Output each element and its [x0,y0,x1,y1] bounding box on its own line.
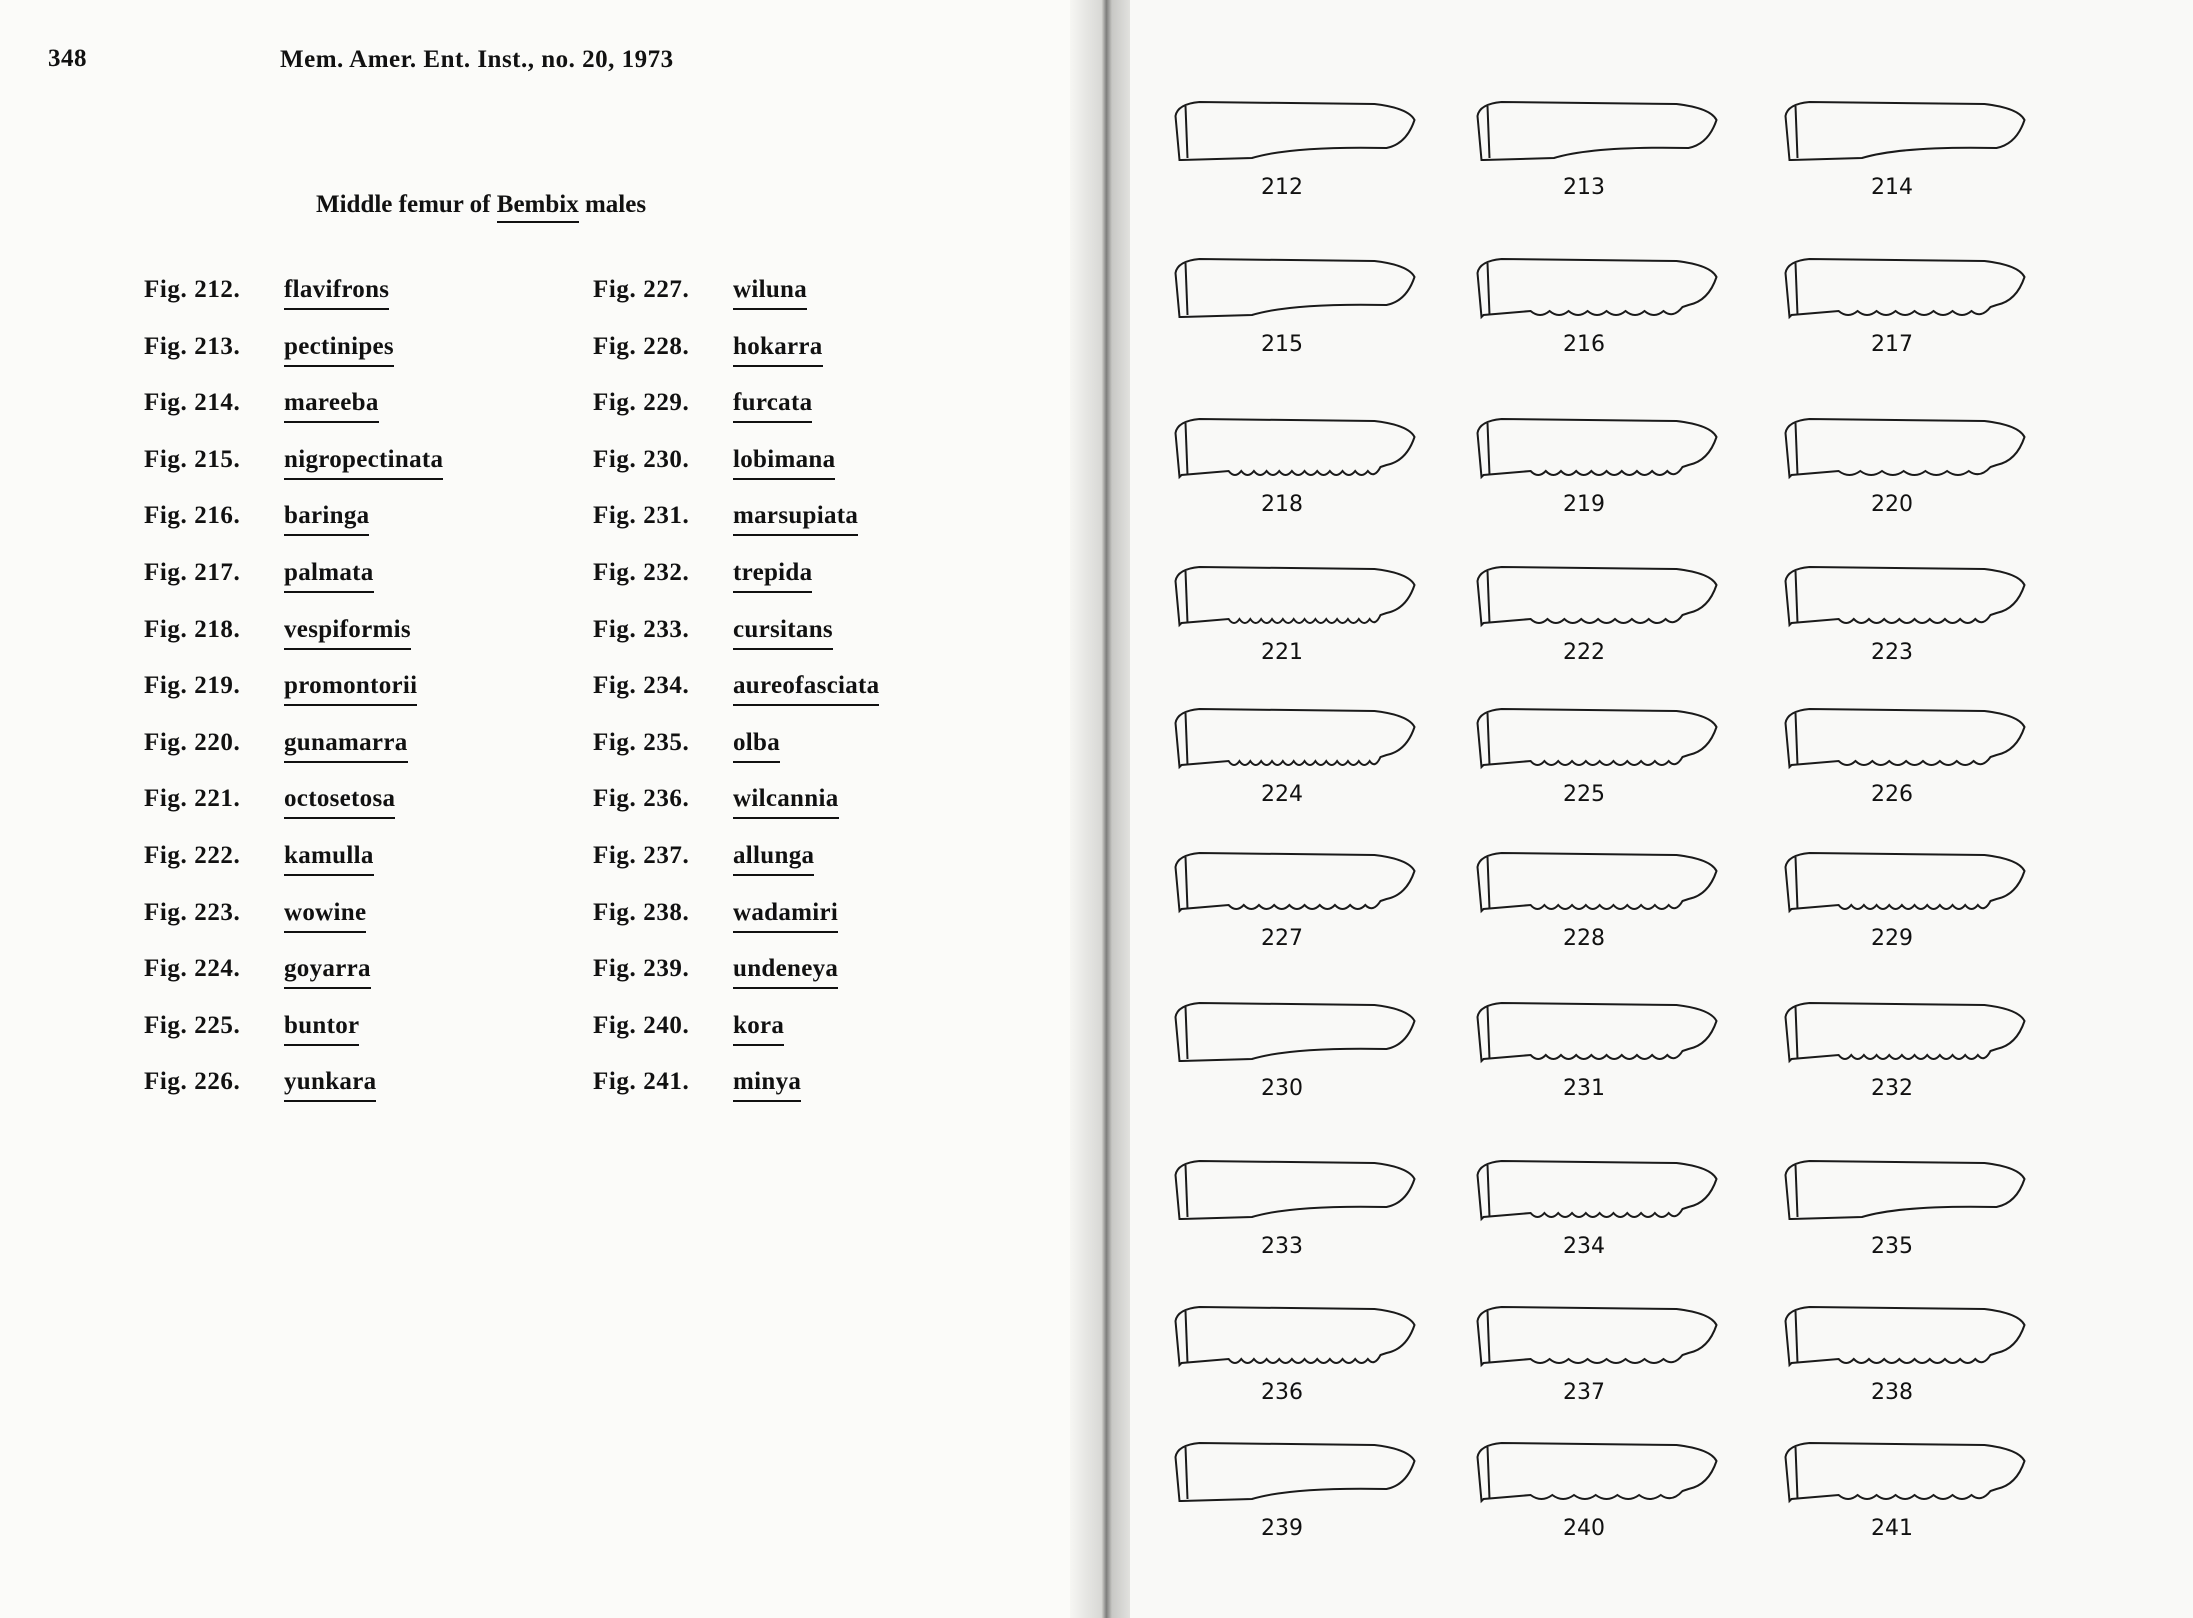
figure-number: Fig. 227. [593,276,690,303]
species-name: palmata [284,559,374,593]
figure-label: 219 [1563,492,1605,517]
figure-number: Fig. 213. [144,332,241,360]
femur-outline [1786,567,2025,625]
figure-number: Fig. 234. [593,672,690,700]
species-name: pectinipes [284,333,394,367]
femur-figure [1786,709,2025,807]
femur-base-line [1796,1311,1798,1363]
femur-base-line [1796,106,1798,158]
figure-number: Fig. 220. [144,728,241,756]
femur-outline [1786,1307,2025,1365]
femur-outline [1176,709,1415,767]
species-name: trepida [733,559,812,593]
femur-outline [1478,1003,1717,1061]
femur-figure [1478,419,1717,517]
species-name: gunamarra [284,729,408,763]
femur-base-line [1796,423,1798,475]
figure-label: 237 [1563,1380,1605,1405]
figure-label: 221 [1261,640,1303,665]
figure-label: 232 [1871,1076,1913,1101]
species-name: vespiformis [284,616,411,650]
figure-number: Fig. 222. [144,841,241,869]
figure-number: Fig. 217. [144,558,241,586]
femur-figure [1176,419,1415,517]
species-name: wadamiri [733,899,838,933]
femur-figure [1176,259,1415,357]
running-head: Mem. Amer. Ent. Inst., no. 20, 1973 [280,46,674,73]
species-name: undeneya [733,955,838,989]
species-name: nigropectinata [284,446,443,480]
femur-figure [1176,853,1415,951]
page-number: 348 [48,45,87,72]
femur-outline [1478,259,1717,317]
femur-base-line [1186,1165,1188,1217]
caption-genus: Bembix [497,191,579,223]
femur-base-line [1186,713,1188,765]
figure-label: 241 [1871,1516,1913,1541]
figure-label: 239 [1261,1516,1303,1541]
femur-outline [1786,259,2025,317]
femur-outline [1176,419,1415,477]
femur-outline [1786,419,2025,477]
femur-figure [1176,567,1415,665]
figure-number: Fig. 215. [144,445,241,473]
femur-base-line [1488,857,1490,909]
femur-base-line [1796,857,1798,909]
femur-base-line [1796,1165,1798,1217]
figure-label: 228 [1563,926,1605,951]
femur-outline [1478,1307,1717,1365]
figure-label: 235 [1871,1234,1913,1259]
femur-base-line [1186,857,1188,909]
figure-label: 231 [1563,1076,1605,1101]
figure-number: Fig. 229. [593,389,690,417]
figure-number: Fig. 239. [593,955,690,983]
femur-figure [1176,102,1415,200]
femur-outline [1478,419,1717,477]
figure-label: 223 [1871,640,1913,665]
figure-label: 216 [1563,332,1605,357]
femur-base-line [1488,263,1490,315]
femur-figure [1786,419,2025,517]
femur-figure [1478,102,1717,200]
figure-label: 238 [1871,1380,1913,1405]
femur-base-line [1488,1311,1490,1363]
femur-figure [1786,1003,2025,1101]
figure-label: 225 [1563,782,1605,807]
femur-figure [1786,1161,2025,1259]
figure-label: 217 [1871,332,1913,357]
figure-label: 212 [1261,175,1303,200]
figure-number: Fig. 241. [593,1068,690,1096]
species-name: lobimana [733,446,835,480]
femur-outline [1786,1003,2025,1061]
femur-figure [1478,1161,1717,1259]
femur-outline [1786,1443,2025,1501]
figure-number: Fig. 223. [144,898,241,926]
femur-base-line [1186,263,1188,315]
femur-figure [1478,709,1717,807]
figure-label: 220 [1871,492,1913,517]
caption-prefix: Middle femur of [316,191,491,218]
femur-figure [1478,567,1717,665]
figure-number: Fig. 218. [144,615,241,643]
femur-outline [1478,709,1717,767]
figure-number: Fig. 214. [144,389,241,417]
femur-figure [1786,259,2025,357]
species-name: flavifrons [284,276,389,310]
femur-outline [1176,853,1415,911]
figure-number: Fig. 237. [593,841,690,869]
femur-base-line [1488,1007,1490,1059]
figure-number: Fig. 219. [144,672,241,700]
femur-base-line [1488,106,1490,158]
femur-base-line [1488,423,1490,475]
femur-base-line [1186,106,1188,158]
femur-outline [1478,853,1717,911]
femur-outline [1478,102,1717,160]
femur-outline [1786,102,2025,160]
figure-number: Fig. 216. [144,502,241,530]
femur-figure [1176,1003,1415,1101]
figure-label: 236 [1261,1380,1303,1405]
femur-outline [1478,567,1717,625]
figure-label: 230 [1261,1076,1303,1101]
femur-figure [1786,1307,2025,1405]
femur-base-line [1488,713,1490,765]
species-name: olba [733,729,780,763]
femur-outline [1176,1307,1415,1365]
figure-number: Fig. 240. [593,1011,690,1039]
figure-label: 234 [1563,1234,1605,1259]
species-name: octosetosa [284,785,395,819]
figure-label: 233 [1261,1234,1303,1259]
figure-label: 226 [1871,782,1913,807]
figure-number: Fig. 236. [593,785,690,813]
figure-number: Fig. 231. [593,502,690,530]
figure-number: Fig. 233. [593,615,690,643]
figure-number: Fig. 228. [593,332,690,360]
femur-outline [1786,1161,2025,1219]
species-name: mareeba [284,389,379,423]
femur-outline [1176,567,1415,625]
femur-figure [1786,102,2025,200]
femur-base-line [1796,263,1798,315]
figure-label: 229 [1871,926,1913,951]
femur-outline [1786,853,2025,911]
figure-number: Fig. 232. [593,558,690,586]
femur-figure [1478,853,1717,951]
species-name: allunga [733,842,814,876]
figure-label: 213 [1563,175,1605,200]
femur-base-line [1796,713,1798,765]
femur-outline [1176,102,1415,160]
species-name: yunkara [284,1068,376,1102]
femur-figure [1478,1443,1717,1541]
femur-base-line [1796,1447,1798,1499]
femur-outline [1176,1003,1415,1061]
species-name: hokarra [733,333,823,367]
femur-outline [1176,1443,1415,1501]
species-name: aureofasciata [733,672,879,706]
femur-figure [1786,567,2025,665]
femur-base-line [1488,1165,1490,1217]
species-name: wilcannia [733,785,839,819]
figure-label: 214 [1871,175,1913,200]
femur-base-line [1488,571,1490,623]
femur-figure [1478,1003,1717,1101]
figure-number: Fig. 230. [593,445,690,473]
species-name: kora [733,1012,784,1046]
femur-figure [1478,1307,1717,1405]
figure-number: Fig. 212. [144,276,241,303]
femur-outline [1478,1161,1717,1219]
figure-label: 227 [1261,926,1303,951]
species-name: minya [733,1068,801,1102]
species-name: promontorii [284,672,417,706]
caption-suffix: males [584,191,647,218]
figure-number: Fig. 226. [144,1068,241,1096]
figure-label: 224 [1261,782,1303,807]
femur-base-line [1186,1447,1188,1499]
species-name: marsupiata [733,502,858,536]
figure-number: Fig. 221. [144,785,241,813]
femur-figure [1478,259,1717,357]
figure-label: 215 [1261,332,1303,357]
species-name: furcata [733,389,812,423]
femur-figure [1176,1161,1415,1259]
femur-outline [1786,709,2025,767]
figure-number: Fig. 224. [144,955,241,983]
femur-figure [1786,1443,2025,1541]
femur-base-line [1186,1311,1188,1363]
figure-number: Fig. 225. [144,1011,241,1039]
figure-number: Fig. 235. [593,728,690,756]
femur-outline [1176,259,1415,317]
femur-base-line [1796,1007,1798,1059]
femur-figure [1176,709,1415,807]
femur-base-line [1186,571,1188,623]
species-name: wiluna [733,276,807,310]
femur-figure [1176,1443,1415,1541]
femur-base-line [1488,1447,1490,1499]
figure-number: Fig. 238. [593,898,690,926]
figure-label: 222 [1563,640,1605,665]
species-name: cursitans [733,616,833,650]
femur-base-line [1186,423,1188,475]
species-name: kamulla [284,842,374,876]
femur-figure [1786,853,2025,951]
femur-figure [1176,1307,1415,1405]
femur-outline [1176,1161,1415,1219]
femur-base-line [1186,1007,1188,1059]
femur-outline [1478,1443,1717,1501]
species-name: baringa [284,502,369,536]
figure-label: 218 [1261,492,1303,517]
figure-label: 240 [1563,1516,1605,1541]
femur-base-line [1796,571,1798,623]
species-name: goyarra [284,955,371,989]
species-name: wowine [284,899,366,933]
species-name: buntor [284,1012,359,1046]
